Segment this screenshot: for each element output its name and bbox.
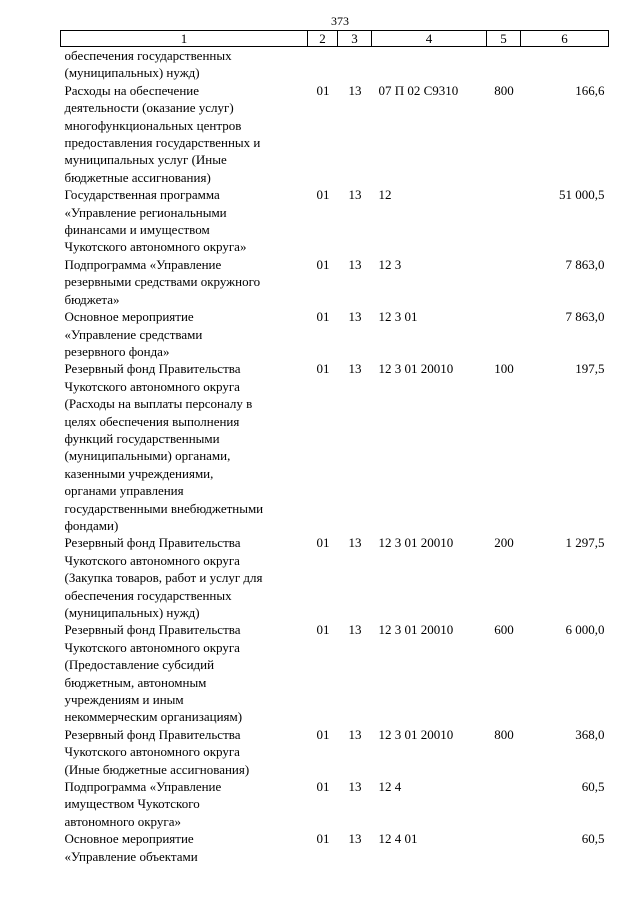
row-section: 01 xyxy=(316,535,330,551)
column-header-target-code: 4 xyxy=(372,31,487,47)
row-amount: 51 000,5 xyxy=(559,187,605,203)
row-target-code: 12 3 01 20010 xyxy=(378,726,454,742)
column-header-expense-type: 5 xyxy=(487,31,521,47)
column-header-section: 2 xyxy=(308,31,338,47)
row-expense-type: 800 xyxy=(494,82,514,98)
row-expense-type xyxy=(487,830,521,865)
table-row xyxy=(61,47,609,82)
column-header-name: 1 xyxy=(61,31,308,47)
table-row xyxy=(61,778,609,830)
row-expense-type xyxy=(487,256,521,308)
page-number: 373 xyxy=(331,14,349,28)
row-name: Основное мероприятие «Управление объектами xyxy=(64,831,198,864)
table-row xyxy=(61,726,609,778)
row-target-code: 12 3 01 xyxy=(378,309,418,325)
row-subsection: 13 xyxy=(348,309,362,325)
row-target-code: 07 П 02 С9310 xyxy=(378,82,459,98)
row-amount: 60,5 xyxy=(581,831,605,847)
row-amount: 60,5 xyxy=(581,779,605,795)
row-target-code: 12 3 xyxy=(378,256,402,272)
row-target-code: 12 3 01 20010 xyxy=(378,361,454,377)
row-expense-type: 100 xyxy=(494,361,514,377)
table-row xyxy=(61,830,609,865)
column-header-subsection: 3 xyxy=(338,31,372,47)
row-name: Резервный фонд Правительства Чукотского автономного округа (Расходы на выплаты персоналу в целях обеспечения выполнения функций государственными (муниципальными) органами, казенными учреждениями, органами управления государственными внебюджетными фондами) xyxy=(64,361,264,533)
row-amount: 197,5 xyxy=(575,361,605,377)
row-section: 01 xyxy=(316,361,330,377)
row-amount: 7 863,0 xyxy=(565,309,605,325)
row-expense-type xyxy=(487,308,521,360)
row-subsection: 13 xyxy=(348,831,362,847)
row-name: Резервный фонд Правительства Чукотского автономного округа (Закупка товаров, работ и услуг для обеспечения государственных (муниципальных) нужд) xyxy=(64,535,263,620)
table-row xyxy=(61,621,609,725)
table-row xyxy=(61,256,609,308)
row-subsection: 13 xyxy=(348,535,362,551)
row-section: 01 xyxy=(316,82,330,98)
table-header xyxy=(61,31,609,47)
row-name: Основное мероприятие «Управление средствами резервного фонда» xyxy=(64,309,203,359)
row-expense-type: 200 xyxy=(494,535,514,551)
row-section: 01 xyxy=(316,256,330,272)
row-subsection xyxy=(338,47,372,82)
row-name: Резервный фонд Правительства Чукотского автономного округа (Предоставление субсидий бюджетным, автономным учреждениям и иным некоммерческим организациям) xyxy=(64,622,243,725)
row-section: 01 xyxy=(316,726,330,742)
header-row xyxy=(61,31,609,47)
row-expense-type: 600 xyxy=(494,622,514,638)
column-header-amount: 6 xyxy=(521,31,609,47)
row-expense-type: 800 xyxy=(494,726,514,742)
row-subsection: 13 xyxy=(348,256,362,272)
row-subsection: 13 xyxy=(348,726,362,742)
table-row xyxy=(61,308,609,360)
row-target-code: 12 4 xyxy=(378,779,402,795)
row-amount: 1 297,5 xyxy=(565,535,605,551)
table-row xyxy=(61,186,609,256)
row-name: Подпрограмма «Управление резервными средствами окружного бюджета» xyxy=(64,256,261,307)
row-expense-type xyxy=(487,47,521,82)
row-section: 01 xyxy=(316,309,330,325)
row-section: 01 xyxy=(316,622,330,638)
row-amount: 7 863,0 xyxy=(565,256,605,272)
row-section xyxy=(308,47,338,82)
row-subsection: 13 xyxy=(348,361,362,377)
row-amount: 166,6 xyxy=(575,82,605,98)
row-section: 01 xyxy=(316,779,330,795)
row-subsection: 13 xyxy=(348,82,362,98)
row-name: Подпрограмма «Управление имуществом Чукотского автономного округа» xyxy=(64,779,222,829)
row-expense-type xyxy=(487,778,521,830)
row-target-code: 12 xyxy=(378,187,392,203)
table-row xyxy=(61,360,609,534)
row-amount xyxy=(521,47,609,82)
row-target-code: 12 3 01 20010 xyxy=(378,622,454,638)
row-target-code: 12 3 01 20010 xyxy=(378,535,454,551)
row-target-code: 12 4 01 xyxy=(378,831,418,847)
table-row xyxy=(61,534,609,621)
row-name: Государственная программа «Управление региональными финансами и имуществом Чукотского автономного округа» xyxy=(64,187,247,255)
table-row xyxy=(61,82,609,186)
row-amount: 368,0 xyxy=(575,726,605,742)
row-subsection: 13 xyxy=(348,622,362,638)
row-section: 01 xyxy=(316,187,330,203)
row-name: Расходы на обеспечение деятельности (оказание услуг) многофункциональных центров предоставления государственных и муниципальных услуг (Иные бюджетные ассигнования) xyxy=(64,82,261,185)
budget-table xyxy=(60,30,609,865)
row-amount: 6 000,0 xyxy=(565,622,605,638)
table-body xyxy=(61,47,609,866)
row-subsection: 13 xyxy=(348,779,362,795)
row-target-code xyxy=(372,47,487,82)
row-subsection: 13 xyxy=(348,187,362,203)
row-expense-type xyxy=(487,186,521,256)
row-name: Резервный фонд Правительства Чукотского автономного округа (Иные бюджетные ассигнования) xyxy=(64,726,250,777)
row-name: обеспечения государственных (муниципальных) нужд) xyxy=(64,48,232,81)
row-section: 01 xyxy=(316,831,330,847)
